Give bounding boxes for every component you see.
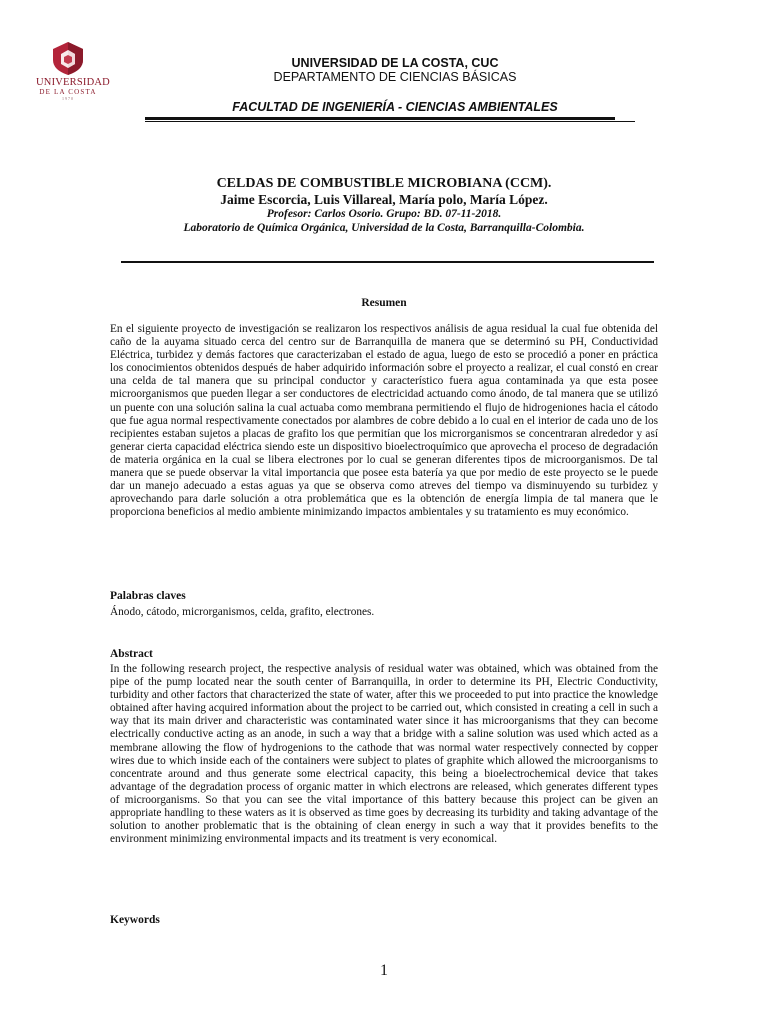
crest-icon [39,40,97,76]
header-rule-thick [145,117,615,120]
paper-professor: Profesor: Carlos Osorio. Grupo: BD. 07-11-2018. [266,208,502,220]
university-name: UNIVERSIDAD DE LA COSTA, CUC [291,56,499,70]
university-logo [36,40,110,101]
title-separator [121,261,654,263]
abstract-heading: Abstract [110,648,153,660]
logo-wordmark: UNIVERSIDAD [36,77,110,88]
logo-wordmark-sub: DE LA COSTA [39,88,97,96]
paper-authors: Jaime Escorcia, Luis Villareal, María polo, María López. [220,192,548,207]
header-rule-thin [145,121,635,122]
resumen-heading: Resumen [361,297,407,309]
page-number: 1 [380,962,388,979]
abstract-text: In the following research project, the respective analysis of residual water was obtained, which was obtained from the pipe of the pump located near the south center of Barranquilla, in order to determine its PH, Electric Conductivity, turbidity and other factors that characterized the state of water, after this we proceeded to put into practice the knowledge obtained after having acquired information about the project to be carried out, which consisted in creating a cell in such a way that its main driver and characteristic was contaminated water since it has microorganisms that they can become electrically conductive acting as an anode, in such a way that a bridge with a saline solution was used which acted as a membrane allowing the flow of hydrogenions to the cathode that was normal water respectively connected by copper wires due to which inside each of the containers were subject to plates of graphite which allowed the microorganisms to concentrate around and thus generate some electrical capacity, this being a bioelectrochemical device that takes advantage of the degradation process of organic matter in which electrons are released, which generates different types of microorganisms. So that you can see the vital importance of this battery because this project can be given an appropriate handling to these waters as it is observed as time goes by decreasing its turbidity and taking advantage of the solution to another problematic that is the obtaining of clean energy in such a way that it provides benefits to the environment minimizing environmental impacts and its treatment is very economical. [110,663,659,846]
palabras-claves-heading: Palabras claves [110,590,186,602]
paper-lab: Laboratorio de Química Orgánica, Universidad de la Costa, Barranquilla-Colombia. [183,222,585,234]
palabras-claves-text: Ánodo, cátodo, microrganismos, celda, grafito, electrones. [110,606,375,618]
paper-title: CELDAS DE COMBUSTIBLE MICROBIANA (CCM). [216,176,552,191]
keywords-heading: Keywords [110,914,160,926]
faculty-name: FACULTAD DE INGENIERÍA - CIENCIAS AMBIENTALES [232,100,558,114]
resumen-text: En el siguiente proyecto de investigación se realizaron los respectivos análisis de agua residual la cual fue obtenida del caño de la auyama situado cerca del centro sur de Barranquilla de manera que se determinó su PH, Conductividad Eléctrica, turbidez y demás factores que caracterizaban el estado de agua, luego de esto se procedió a poner en práctica los conocimientos obtenidos después de haber adquirido información sobre el proyecto a realizar, el cual constó en crear una celda de tal manera que su principal conductor y característico fuera agua contaminada ya que esta posee microorganismos que pueden llegar a ser conductores de electricidad actuando como ánodo, de tal manera que se utilizó un puente con una solución salina la cual actuaba como membrana permitiendo el flujo de hidrogeniones hacia el cátodo que fue agua normal respectivamente conectados por alambres de cobre debido a lo cual en el interior de cada uno de los recipientes estaban sujetos a placas de grafito los que permitían que los microrganismos se concentraran alrededor y así generar cierta capacidad eléctrica siendo este un dispositivo bioelectroquímico que aprovecha el proceso de degradación de materia orgánica en la cual se libera electrones por lo cual se generan diferentes tipos de microorganismos. De tal manera que se puede observar la vital importancia que posee esta batería ya que por medio de este proyecto se le puede dar un manejo adecuado a estas aguas ya que se observa como atreves del tiempo va disminuyendo su turbidez y aprovechando para darle solución a otra problemática que es la obtención de energía limpia de tal manera que le proporciona beneficios al medio ambiente minimizando impactos ambientales y su tratamiento es muy económico. [110,323,658,519]
department-name: DEPARTAMENTO DE CIENCIAS BÁSICAS [273,70,517,84]
logo-year: 1970 [62,96,74,101]
